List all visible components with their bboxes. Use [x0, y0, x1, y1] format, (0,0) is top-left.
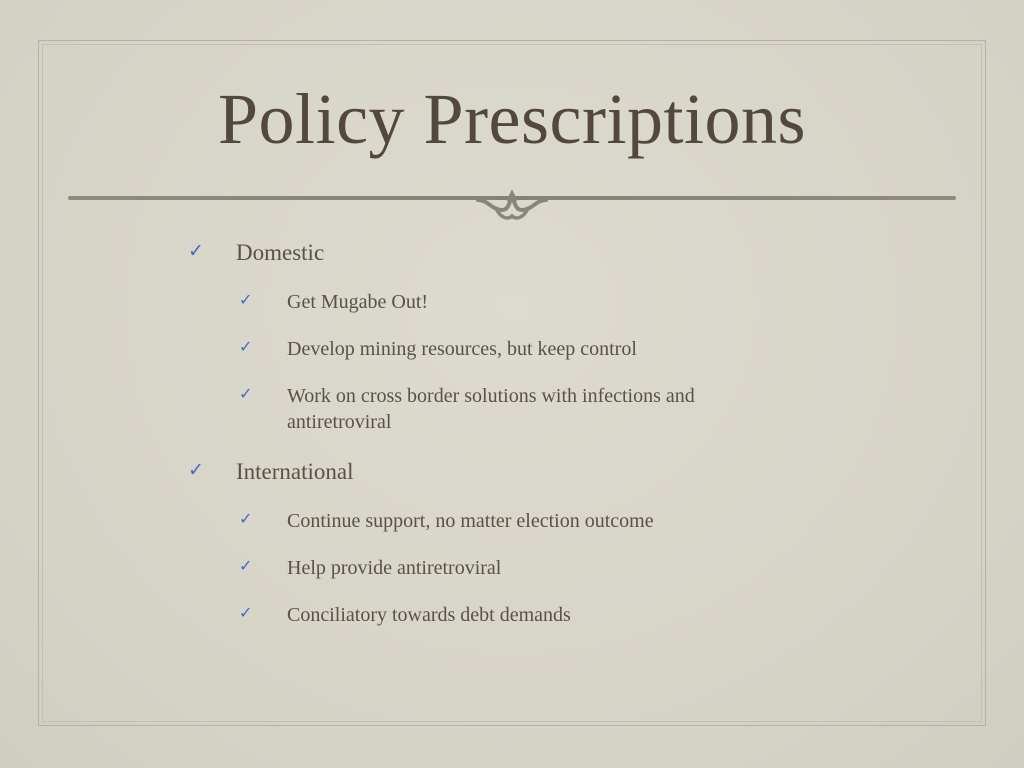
bullet-text: Conciliatory towards debt demands	[287, 604, 571, 626]
bullet-text: Help provide antiretroviral	[287, 557, 502, 579]
bullet-cross-border	[239, 383, 695, 435]
bullet-international	[188, 459, 354, 485]
checkmark-icon: ✓	[188, 459, 204, 481]
checkmark-icon: ✓	[239, 603, 253, 622]
bullet-continue-support	[239, 508, 654, 534]
bullet-text: Work on cross border solutions with infections and	[287, 385, 695, 407]
checkmark-icon: ✓	[239, 290, 253, 309]
bullet-conciliatory	[239, 602, 571, 628]
checkmark-icon: ✓	[239, 556, 253, 575]
bullet-text-continuation: antiretroviral	[287, 411, 392, 433]
bullet-domestic	[188, 240, 325, 266]
bullet-help-provide	[239, 555, 502, 581]
bullet-text: Develop mining resources, but keep control	[287, 338, 637, 360]
checkmark-icon: ✓	[188, 240, 204, 262]
bullet-text: Domestic	[236, 240, 325, 265]
bullet-develop-mining	[239, 336, 637, 362]
checkmark-icon: ✓	[239, 337, 253, 356]
checkmark-icon: ✓	[239, 384, 253, 403]
slide-title: Policy Prescriptions	[218, 79, 806, 159]
bullet-get-mugabe-out	[239, 289, 429, 315]
bullet-text: Get Mugabe Out!	[287, 291, 429, 313]
bullet-text: Continue support, no matter election outcome	[287, 510, 654, 532]
checkmark-icon: ✓	[239, 509, 253, 528]
bullet-text: International	[236, 459, 354, 484]
